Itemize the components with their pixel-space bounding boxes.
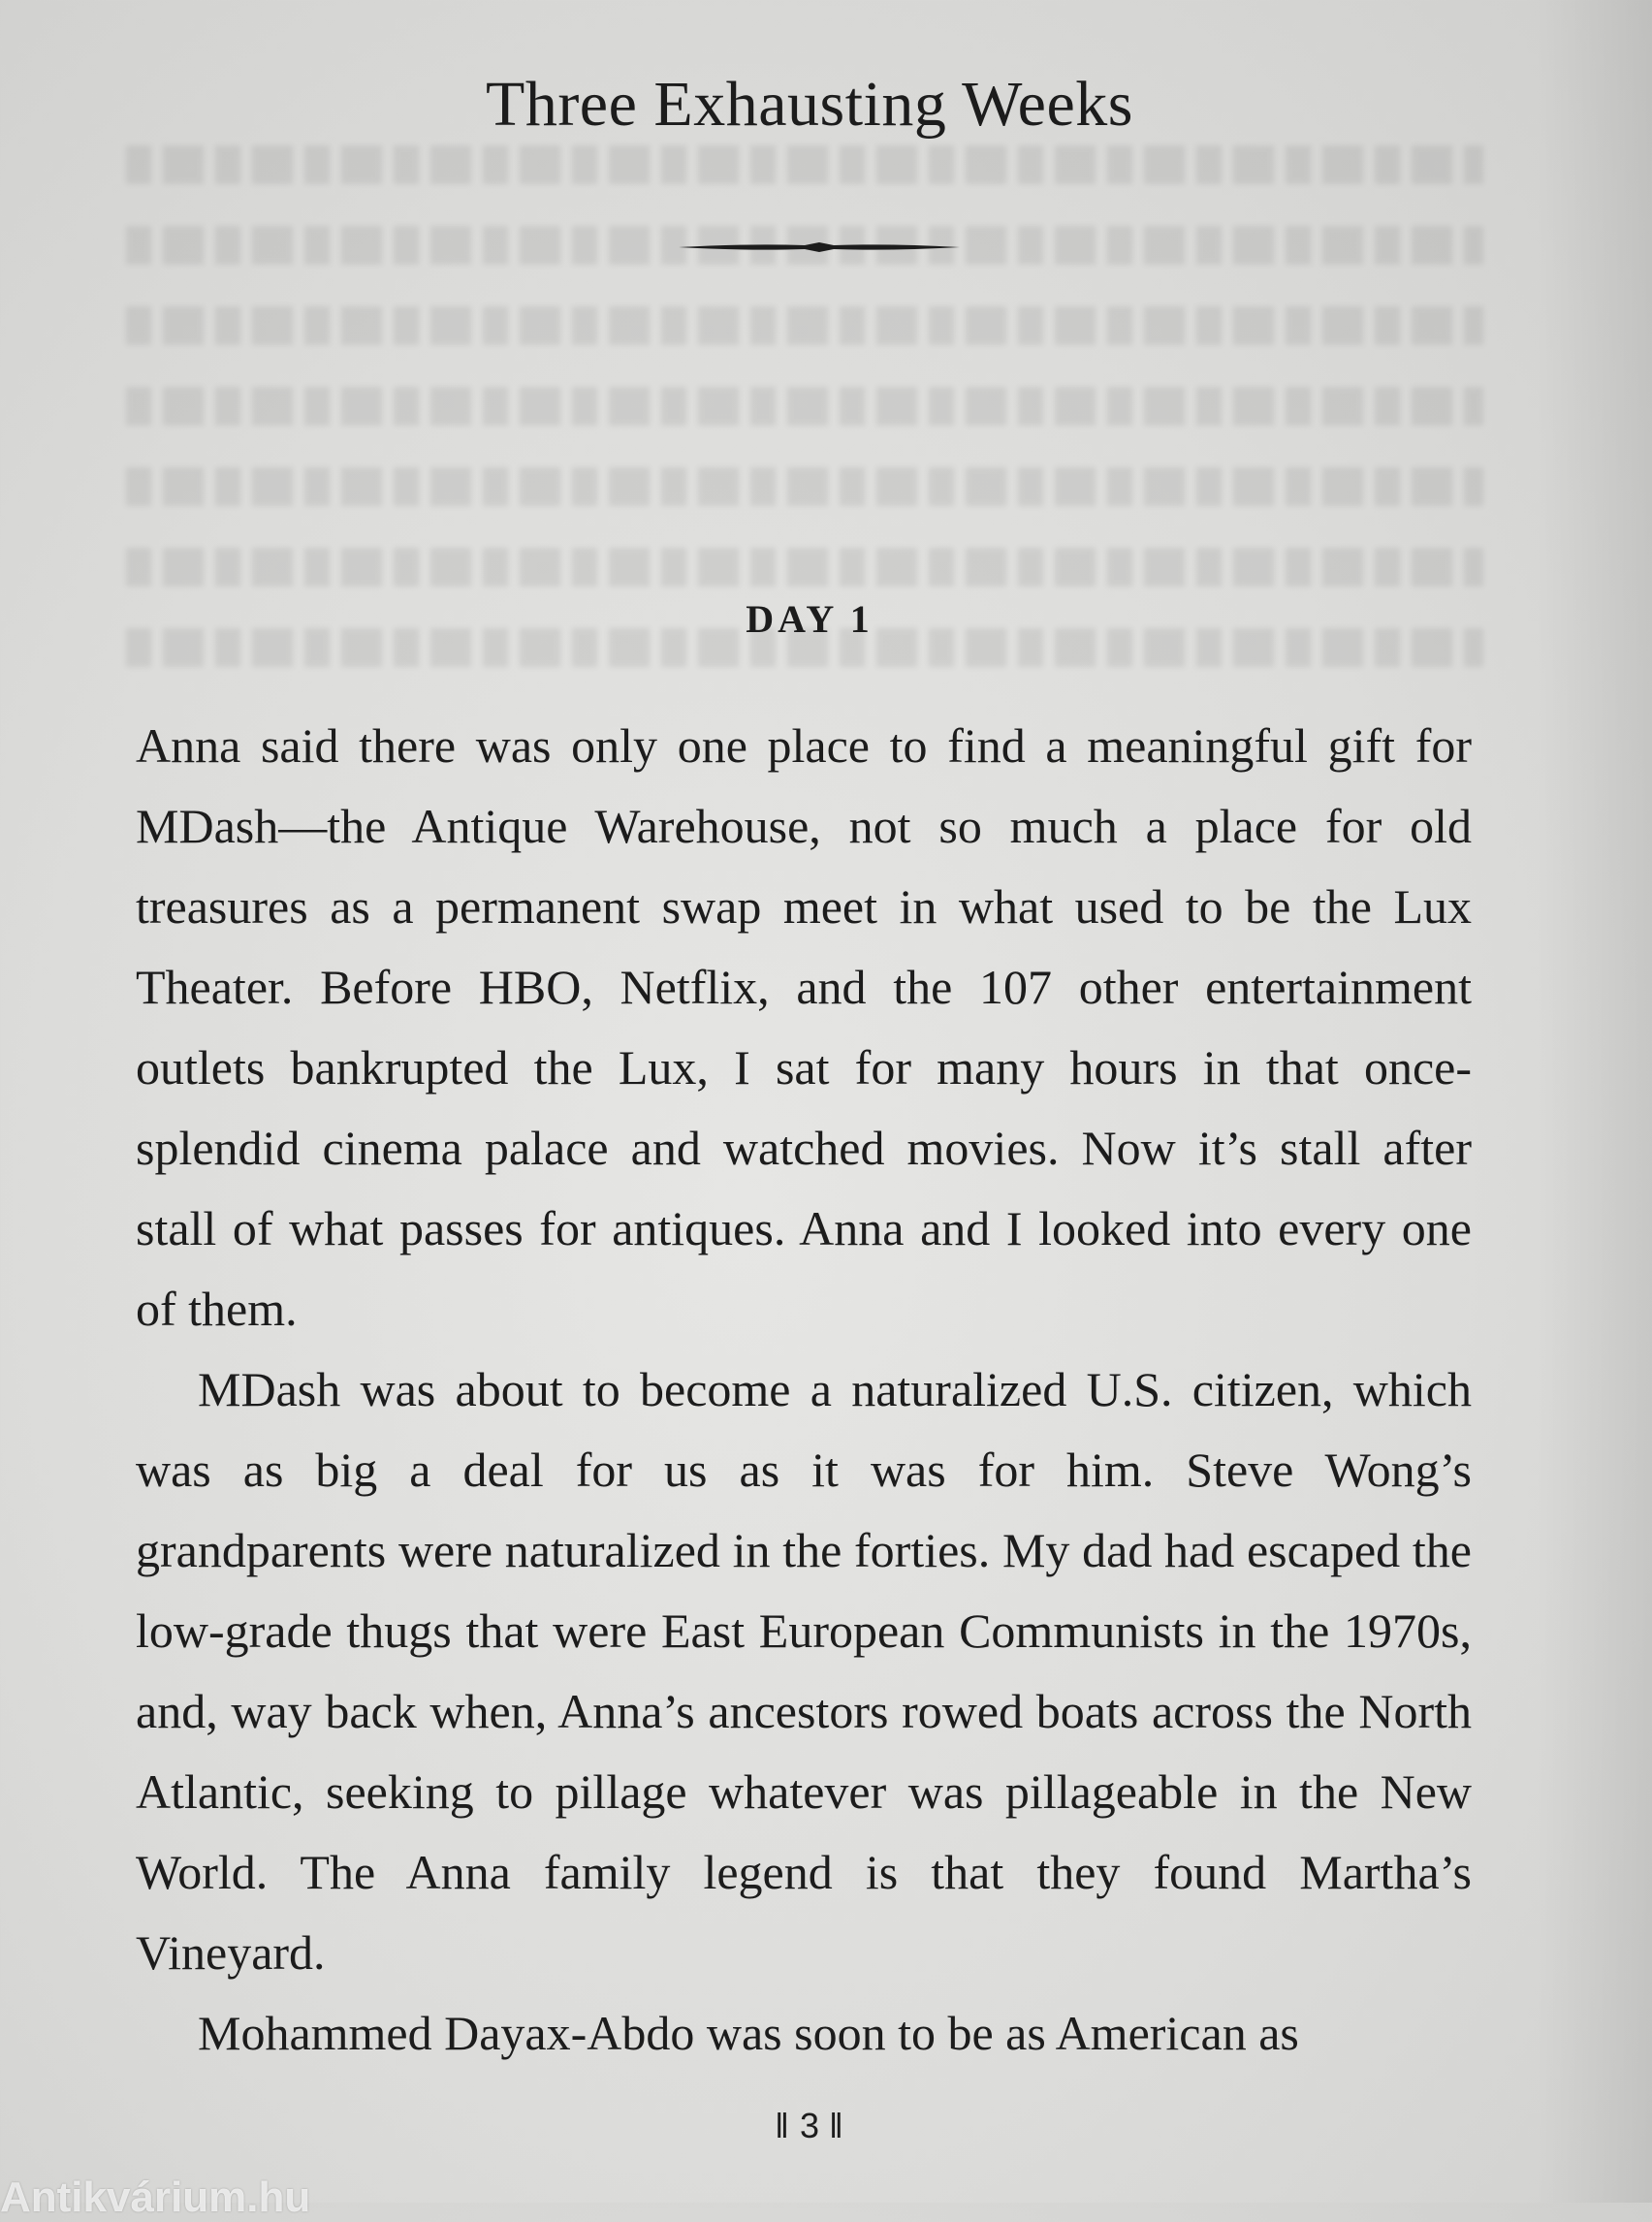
paragraph: MDash was about to become a naturalized U.S. citizen, which was as big a deal for us as it was for him. Steve Wong’s grandparents were naturalized in the forties. My dad had escaped the low-grade thugs that were East European Communists in the 1970s, and, way back when, Anna’s ancestors rowed boats across the North Atlantic, seeking to pillage whatever was pillageable in the New World. The Anna family legend is that they found Martha’s Vineyard. xyxy=(136,1362,1472,1980)
watermark: Antikvárium.hu xyxy=(0,2174,311,2221)
chapter-title: Three Exhausting Weeks xyxy=(486,69,1133,140)
section-heading: DAY 1 xyxy=(746,597,874,641)
ornament-divider-icon xyxy=(679,233,960,262)
paragraph: Mohammed Dayax-Abdo was soon to be as American as xyxy=(198,2006,1299,2060)
body-text xyxy=(136,706,1472,2074)
page-edge-shadow xyxy=(1536,0,1652,2203)
page-number: 3 xyxy=(799,2106,820,2145)
folio-bar-right-icon: ‖ xyxy=(829,2106,844,2145)
paragraph: Anna said there was only one place to find a meaningful gift for MDash—the Antique Warehouse, not so much a place for old treasures as a permanent swap meet in what used to be the Lux Theater. Before HBO, Netflix, and the 107 other entertainment outlets bankrupted the Lux, I sat for many hours in that once-splendid cinema palace and watched movies. Now it’s stall after stall of what passes for antiques. Anna and I looked into every one of them. xyxy=(136,718,1472,1336)
folio-bar-left-icon: ‖ xyxy=(775,2106,790,2145)
page-number-footer xyxy=(0,2106,1619,2146)
